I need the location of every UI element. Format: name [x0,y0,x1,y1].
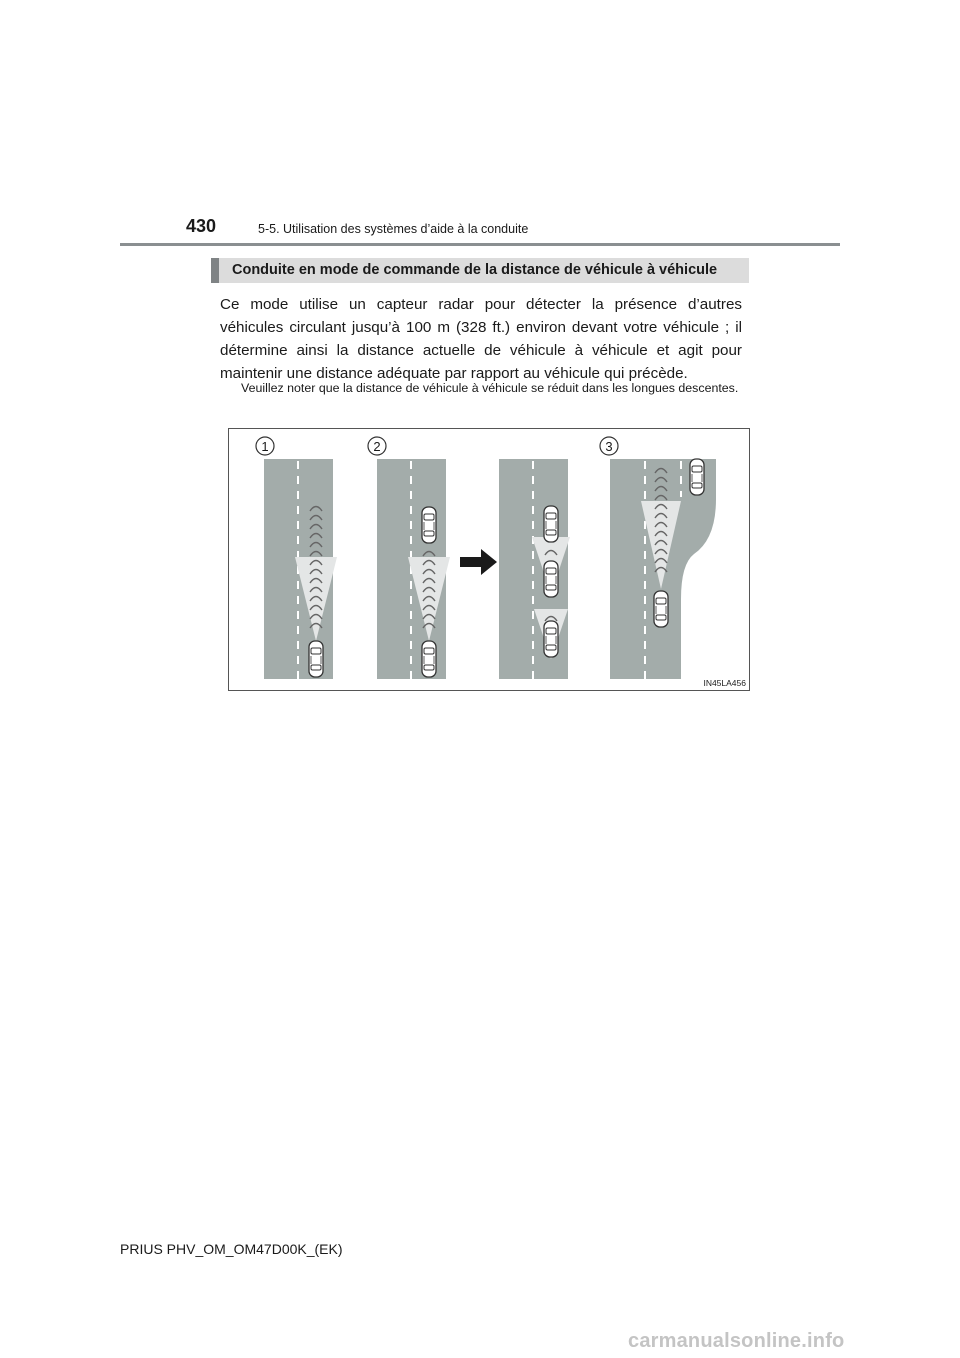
header-rule [120,243,840,246]
car-lead [544,506,558,542]
svg-text:3: 3 [605,439,613,454]
car-merging [690,459,704,495]
car-own [309,641,323,677]
svg-text:2: 2 [373,439,381,454]
car-middle [544,561,558,597]
figure-code: IN45LA456 [703,678,746,688]
footer-document-id: PRIUS PHV_OM_OM47D00K_(EK) [120,1241,343,1257]
section-heading-bar [211,258,749,283]
body-paragraph: Ce mode utilise un capteur radar pour détecter la présence d’autres véhicules circulant jusqu’à 100 m (328 ft.) environ devant votre véhicule ; il détermine ainsi la distance actuelle de véhicule à véhicule et agit pour maintenir une distance adéquate par rapport au véhicule qui précède. [220,296,742,382]
svg-text:1: 1 [261,439,269,454]
page-number: 430 [186,216,217,236]
road-illustration [229,429,751,692]
label-2 [368,437,386,455]
section-title: 5-5. Utilisation des systèmes d’aide à la conduite [258,222,529,236]
car-own [544,621,558,657]
road-2 [377,459,450,679]
illustration-figure [228,428,750,691]
car-own [654,591,668,627]
road-4 [610,459,716,679]
car-ahead [422,507,436,543]
watermark: carmanualsonline.info [628,1330,845,1352]
road-3 [499,459,570,679]
label-3 [600,437,618,455]
road-1 [264,459,337,679]
section-heading: Conduite en mode de commande de la distance de véhicule à véhicule [232,262,718,278]
label-1 [256,437,274,455]
note-paragraph: Veuillez noter que la distance de véhicule à véhicule se réduit dans les longues descentes. [241,381,739,395]
right-arrow-icon [460,549,497,575]
car-own [422,641,436,677]
